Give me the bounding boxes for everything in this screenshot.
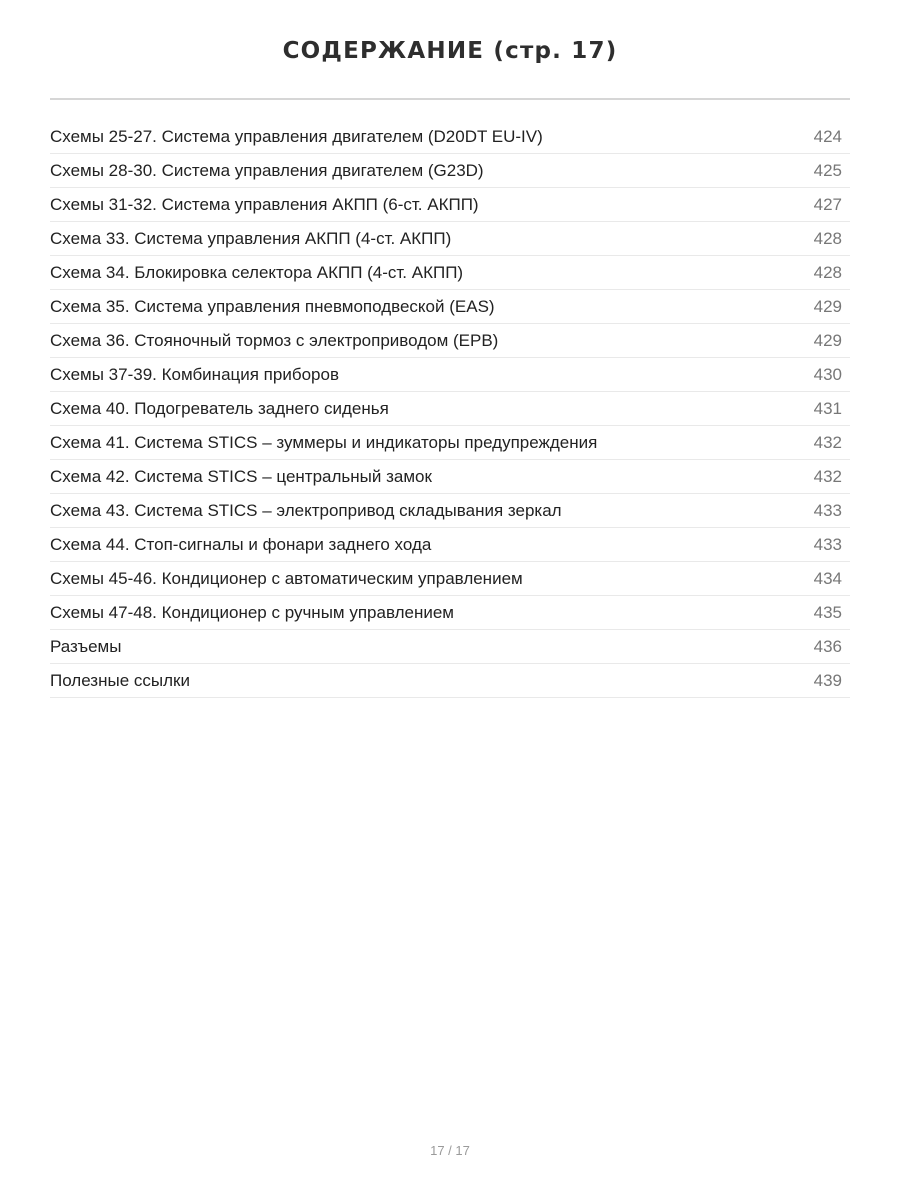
toc-entry-page-number: 427	[813, 195, 842, 214]
toc-entry[interactable]	[50, 392, 850, 426]
toc-entry-title: Схема 44. Стоп-сигналы и фонари заднего хода	[50, 535, 432, 554]
toc-entry-page-number: 434	[813, 569, 842, 588]
toc-entry-page-number: 439	[813, 671, 842, 690]
toc-entry[interactable]	[50, 256, 850, 290]
toc-entry-title: Схема 33. Система управления АКПП (4-ст. АКПП)	[50, 229, 452, 248]
toc-entry-page-number: 430	[813, 365, 842, 384]
toc-entry-title: Схемы 28-30. Система управления двигателем (G23D)	[50, 161, 484, 180]
toc-entry-title: Схема 43. Система STICS – электропривод складывания зеркал	[50, 501, 562, 520]
toc-entry-title: Схемы 37-39. Комбинация приборов	[50, 365, 339, 384]
toc-entry-title: Схема 41. Система STICS – зуммеры и индикаторы предупреждения	[50, 433, 598, 452]
toc-entry-page-number: 433	[813, 535, 842, 554]
toc-entry-page-number: 424	[813, 127, 842, 146]
toc-entry-page-number: 429	[813, 331, 842, 350]
toc-entry-title: Схема 35. Система управления пневмоподвеской (EAS)	[50, 297, 495, 316]
toc-entry-page-number: 428	[813, 263, 842, 282]
toc-entry-page-number: 436	[813, 637, 842, 656]
toc-entry[interactable]	[50, 494, 850, 528]
toc-entry[interactable]	[50, 188, 850, 222]
toc-entry-page-number: 428	[813, 229, 842, 248]
toc-entry[interactable]	[50, 630, 850, 664]
toc-entry[interactable]	[50, 596, 850, 630]
toc-entry[interactable]	[50, 358, 850, 392]
toc-entry-page-number: 432	[813, 433, 842, 452]
title-divider	[50, 98, 850, 100]
toc-entry-page-number: 425	[813, 161, 842, 180]
toc-entry[interactable]	[50, 154, 850, 188]
toc-entry-page-number: 432	[813, 467, 842, 486]
toc-entry[interactable]	[50, 222, 850, 256]
toc-entry[interactable]	[50, 664, 850, 698]
toc-entry[interactable]	[50, 290, 850, 324]
toc-entry[interactable]	[50, 562, 850, 596]
toc-entry[interactable]	[50, 528, 850, 562]
toc-entry-title: Схемы 47-48. Кондиционер с ручным управлением	[50, 603, 454, 622]
toc-entry-title: Схемы 31-32. Система управления АКПП (6-ст. АКПП)	[50, 195, 479, 214]
toc-entry-title: Схема 42. Система STICS – центральный замок	[50, 467, 432, 486]
toc-entry-title: Схема 34. Блокировка селектора АКПП (4-ст. АКПП)	[50, 263, 464, 282]
toc-entry-title: Схемы 25-27. Система управления двигателем (D20DT EU-IV)	[50, 127, 543, 146]
toc-entry[interactable]	[50, 460, 850, 494]
toc-entry[interactable]	[50, 120, 850, 154]
toc-entry-page-number: 429	[813, 297, 842, 316]
toc-entry-title: Полезные ссылки	[50, 671, 190, 690]
toc-entry-page-number: 433	[813, 501, 842, 520]
toc-entry-title: Схемы 45-46. Кондиционер с автоматическим управлением	[50, 569, 523, 588]
toc-entry-page-number: 431	[813, 399, 842, 418]
toc-entry-title: Разъемы	[50, 637, 122, 656]
page-counter: 17 / 17	[430, 1143, 470, 1158]
table-of-contents	[50, 120, 850, 698]
toc-entry[interactable]	[50, 426, 850, 460]
toc-entry-title: Схема 36. Стояночный тормоз с электроприводом (EPB)	[50, 331, 499, 350]
toc-entry-page-number: 435	[813, 603, 842, 622]
toc-entry-title: Схема 40. Подогреватель заднего сиденья	[50, 399, 389, 418]
page-title: СОДЕРЖАНИЕ (стр. 17)	[282, 38, 618, 64]
toc-entry[interactable]	[50, 324, 850, 358]
